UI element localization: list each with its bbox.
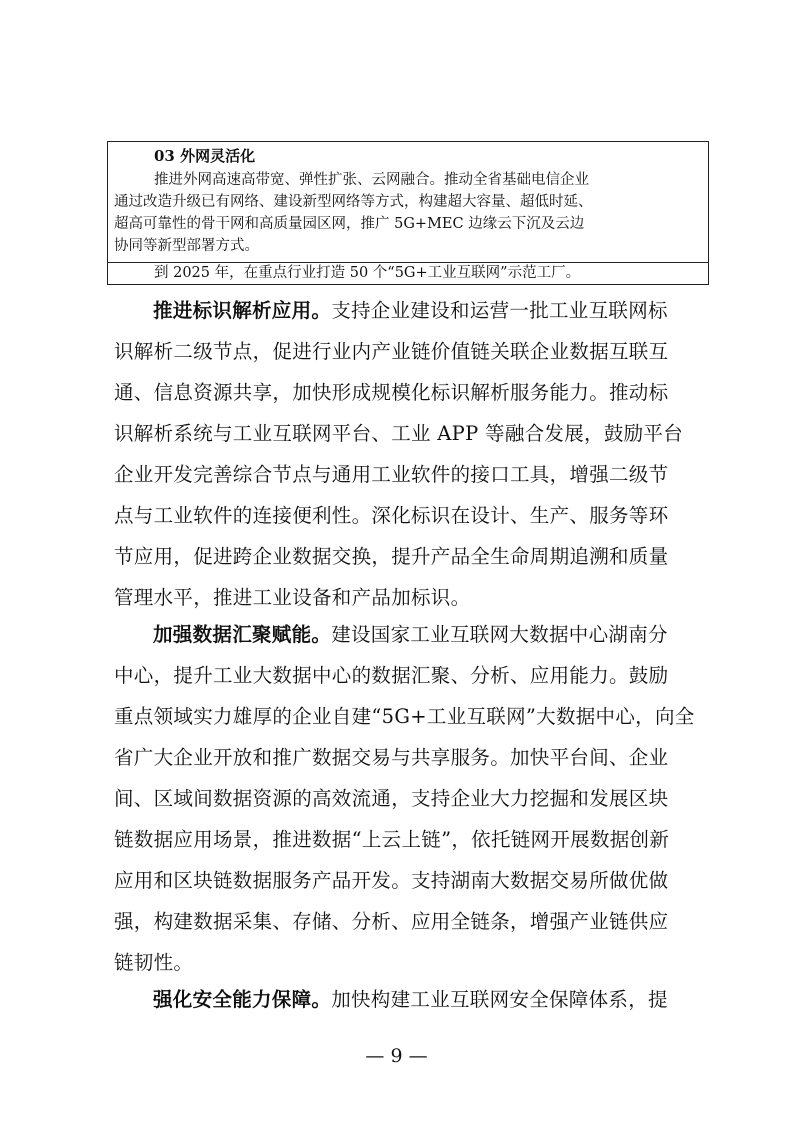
box-line: 通过改造升级已有网络、建设新型网络等方式，构建超大容量、超低时延、 (114, 194, 593, 210)
section-heading: 推进标识解析应用。 (153, 299, 332, 322)
paragraph-line: 识解析系统与工业互联网平台、工业 APP 等融合发展，鼓励平台 (114, 422, 684, 445)
box-line: 协同等新型部署方式。 (114, 238, 259, 254)
paragraph-first-line (153, 985, 668, 1015)
box-title: 03 外网灵活化 (154, 147, 256, 165)
paragraph-first-line (153, 296, 668, 326)
paragraph-line: 强，构建数据采集、存储、分析、应用全链条，增强产业链供应 (114, 910, 669, 933)
paragraph-line: 识解析二级节点，促进行业内产业链价值链关联企业数据互联互 (114, 340, 669, 363)
box-line: 超高可靠性的骨干网和高质量园区网，推广 5G+MEC 边缘云下沉及云边 (114, 216, 585, 232)
paragraph-text: 建设国家工业互联网大数据中心湖南分 (331, 623, 668, 646)
paragraph-line: 中心，提升工业大数据中心的数据汇聚、分析、应用能力。鼓励 (114, 664, 669, 687)
page-number: — 9 — (365, 1045, 428, 1067)
paragraph-line: 链韧性。 (114, 951, 194, 974)
section-heading: 强化安全能力保障。 (153, 988, 332, 1011)
box-target: 到 2025 年，在重点行业打造 50 个“5G+工业互联网”示范工厂。 (154, 265, 581, 281)
paragraph-line: 通、信息资源共享，加快形成规模化标识解析服务能力。推动标 (114, 381, 669, 404)
paragraph-line: 省广大企业开放和推广数据交易与共享服务。加快平台间、企业 (114, 746, 669, 769)
paragraph-text: 支持企业建设和运营一批工业互联网标 (331, 299, 668, 322)
paragraph-line: 重点领域实力雄厚的企业自建“5G+工业互联网”大数据中心，向全 (114, 705, 695, 728)
info-box (107, 141, 709, 285)
paragraph-line: 节应用，促进跨企业数据交换，提升产品全生命周期追溯和质量 (114, 545, 669, 568)
paragraph-line: 管理水平，推进工业设备和产品加标识。 (114, 586, 471, 609)
box-line: 推进外网高速高带宽、弹性扩张、云网融合。推动全省基础电信企业 (154, 172, 589, 188)
paragraph-first-line (153, 620, 668, 650)
paragraph-line: 间、区域间数据资源的高效流通，支持企业大力挖掘和发展区块 (114, 787, 669, 810)
paragraph-text: 加快构建工业互联网安全保障体系，提 (331, 988, 668, 1011)
paragraph-line: 应用和区块链数据服务产品开发。支持湖南大数据交易所做优做 (114, 869, 669, 892)
paragraph-line: 点与工业软件的连接便利性。深化标识在设计、生产、服务等环 (114, 504, 669, 527)
paragraph-line: 链数据应用场景，推进数据“上云上链”，依托链网开展数据创新 (114, 828, 670, 851)
section-heading: 加强数据汇聚赋能。 (153, 623, 332, 646)
paragraph-line: 企业开发完善综合节点与通用工业软件的接口工具，增强二级节 (114, 463, 669, 486)
